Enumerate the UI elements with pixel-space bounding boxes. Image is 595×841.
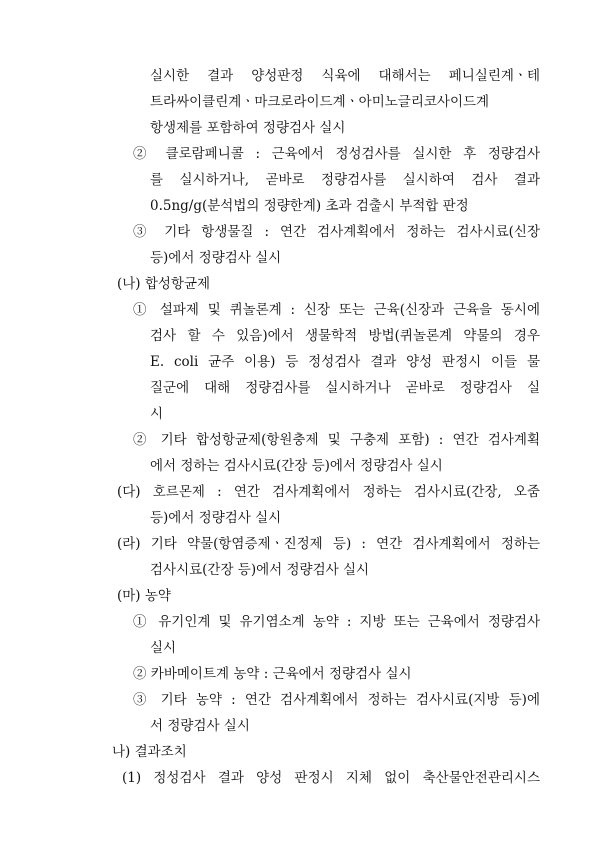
- text-line-28: (1) 정성검사 결과 양성 판정시 지체 없이 축산물안전관리시스: [122, 770, 540, 786]
- text-line-24: ② 카바메이트계 농약 : 근육에서 정량검사 실시: [133, 666, 412, 682]
- text-line-8: 등)에서 정량검사 실시: [150, 250, 282, 266]
- text-line-3: 항생제를 포함하여 정량검사 실시: [150, 120, 346, 136]
- text-line-5: 를 실시하거나, 곧바로 정량검사를 실시하여 검사 결과: [150, 172, 540, 188]
- text-line-17: (다) 호르몬제 : 연간 검사계획에서 정하는 검사시료(간장, 오줌: [117, 484, 540, 500]
- text-line-14: 시: [150, 406, 164, 422]
- text-line-11: 검사 할 수 있음)에서 생물학적 방법(퀴놀론계 약물의 경우: [150, 328, 540, 344]
- section-heading-result: 나) 결과조치: [112, 744, 187, 760]
- text-line-22: ① 유기인계 및 유기염소계 농약 : 지방 또는 근육에서 정량검사: [133, 614, 540, 630]
- text-line-15: ② 기타 합성항균제(항원충제 및 구충제 포함) : 연간 검사계획: [133, 432, 540, 448]
- text-line-4: ② 클로람페니콜 : 근육에서 정성검사를 실시한 후 정량검사: [133, 146, 540, 162]
- text-line-20: 검사시료(간장 등)에서 정량검사 실시: [150, 562, 370, 578]
- text-line-23: 실시: [150, 640, 177, 656]
- text-line-2: 트라싸이클린계ㆍ마크로라이드계ㆍ아미노글리코사이드계: [150, 94, 490, 110]
- text-line-10: ① 설파제 및 퀴놀론계 : 신장 또는 근육(신장과 근육을 동시에: [133, 302, 540, 318]
- section-heading-ma: (마) 농약: [117, 588, 171, 604]
- text-line-6: 0.5ng/g(분석법의 정량한계) 초과 검출시 부적합 판정: [150, 198, 469, 214]
- text-line-18: 등)에서 정량검사 실시: [150, 510, 282, 526]
- text-line-19: (라) 기타 약물(항염증제ㆍ진정제 등) : 연간 검사계획에서 정하는: [117, 536, 540, 552]
- text-line-7: ③ 기타 항생물질 : 연간 검사계획에서 정하는 검사시료(신장: [133, 224, 540, 240]
- text-line-1: 실시한 결과 양성판정 식육에 대해서는 페니실린계ㆍ테: [150, 68, 540, 84]
- text-line-12: E. coli 균주 이용) 등 정성검사 결과 양성 판정시 이들 물: [150, 354, 540, 370]
- text-line-13: 질군에 대해 정량검사를 실시하거나 곧바로 정량검사 실: [150, 380, 540, 396]
- section-heading-na: (나) 합성항균제: [117, 276, 211, 292]
- text-line-25: ③ 기타 농약 : 연간 검사계획에서 정하는 검사시료(지방 등)에: [133, 692, 540, 708]
- text-line-16: 에서 정하는 검사시료(간장 등)에서 정량검사 실시: [150, 458, 443, 474]
- text-line-26: 서 정량검사 실시: [150, 718, 250, 734]
